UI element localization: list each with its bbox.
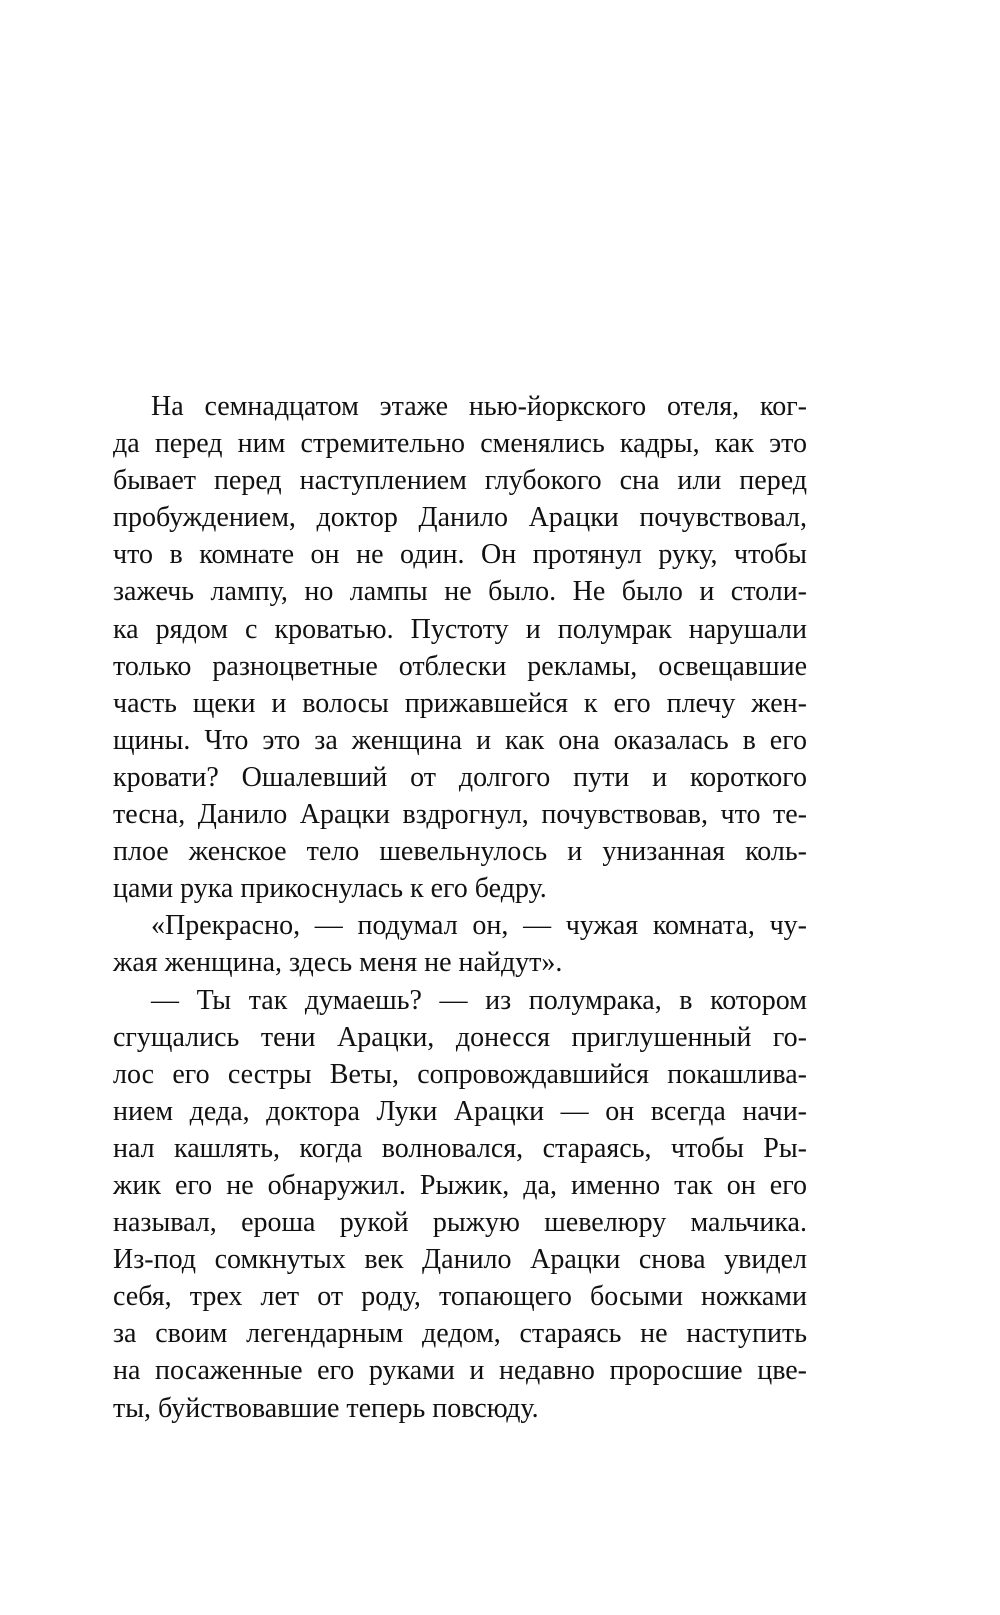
text-line: ка рядом с кроватью. Пустоту и полумрак нарушали <box>113 613 807 645</box>
text-line: только разноцветные отблески рекламы, освещавшие <box>113 650 807 682</box>
body-text <box>113 388 807 1427</box>
text-line: «Прекрасно, — подумал он, — чужая комната, чу- <box>151 910 807 942</box>
text-line: бывает перед наступлением глубокого сна или перед <box>113 465 807 497</box>
text-line: пробуждением, доктор Данило Арацки почувствовал, <box>113 502 807 534</box>
text-line: за своим легендарным дедом, стараясь не наступить <box>113 1318 807 1350</box>
text-line: жик его не обнаружил. Рыжик, да, именно так он его <box>113 1169 807 1201</box>
text-line: называл, ероша рукой рыжую шевелюру мальчика. <box>113 1207 807 1239</box>
text-line: щины. Что это за женщина и как она оказалась в его <box>113 724 807 756</box>
text-line: ты, буйствовавшие теперь повсюду. <box>113 1392 539 1424</box>
text-line: да перед ним стремительно сменялись кадры, как это <box>113 428 807 460</box>
text-line: плое женское тело шевельнулось и унизанная коль- <box>113 836 807 868</box>
text-line: Из-под сомкнутых век Данило Арацки снова увидел <box>113 1244 807 1276</box>
text-line: На семнадцатом этаже нью-йоркского отеля, ког- <box>151 391 807 422</box>
text-line: на посаженные его руками и недавно проросшие цве- <box>113 1355 807 1387</box>
text-line: нал кашлять, когда волновался, стараясь, чтобы Ры- <box>113 1132 807 1164</box>
text-line: лос его сестры Веты, сопровождавшийся покашлива- <box>113 1058 807 1090</box>
text-line: — Ты так думаешь? — из полумрака, в котором <box>151 984 807 1016</box>
text-line: сгущались тени Арацки, донесся приглушенный го- <box>113 1021 807 1053</box>
text-line: кровати? Ошалевший от долгого пути и короткого <box>113 761 807 793</box>
text-line: часть щеки и волосы прижавшейся к его плечу жен- <box>113 687 807 719</box>
text-line: себя, трех лет от роду, топающего босыми ножками <box>113 1281 807 1313</box>
text-line: цами рука прикоснулась к его бедру. <box>113 873 547 905</box>
text-line: что в комнате он не один. Он протянул руку, чтобы <box>113 539 807 571</box>
text-line: тесна, Данило Арацки вздрогнул, почувствовав, что те- <box>113 799 807 831</box>
text-line: нием деда, доктора Луки Арацки — он всегда начи- <box>113 1095 807 1127</box>
text-line: зажечь лампу, но лампы не было. Не было и столи- <box>113 576 807 608</box>
text-line: жая женщина, здесь меня не найдут». <box>113 947 563 979</box>
